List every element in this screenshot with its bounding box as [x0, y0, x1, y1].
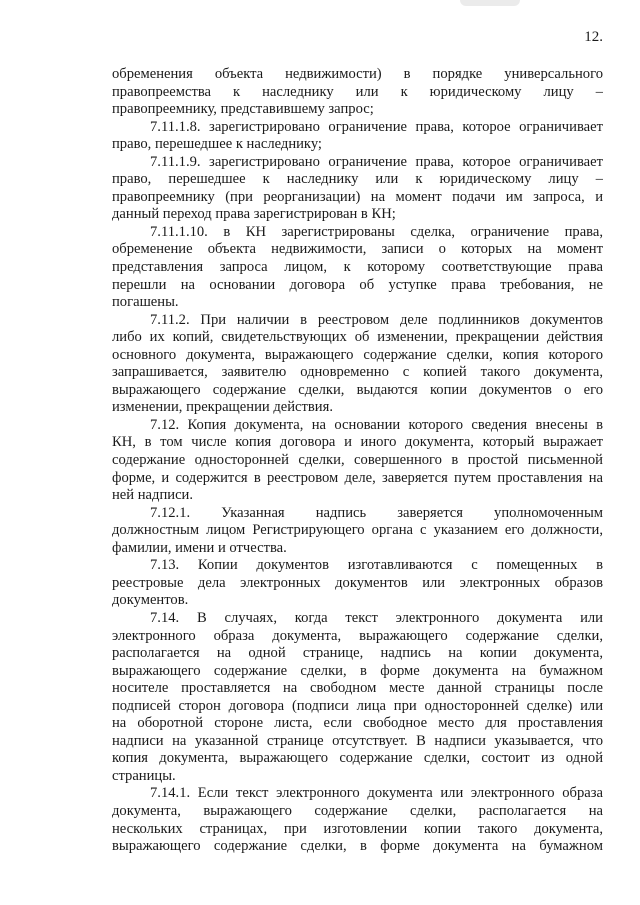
document-body	[112, 66, 603, 856]
text-line: должностным лицом Регистрирующего органа с указанием его должности,	[112, 522, 603, 539]
text-line: 7.12. Копия документа, на основании которого сведения внесены в	[150, 416, 603, 433]
text-line: реестровые дела электронных документов или электронных образов	[112, 574, 603, 591]
text-line: правопреемнику, представившему запрос;	[112, 101, 374, 118]
text-line: запрашивается, заявителю одновременно с копией такого документа,	[112, 364, 603, 381]
text-line: 7.12.1. Указанная надпись заверяется уполномоченным	[150, 504, 603, 521]
text-line: погашены.	[112, 294, 179, 311]
text-line: 7.11.2. При наличии в реестровом деле подлинников документов	[150, 311, 603, 328]
text-line: документов.	[112, 592, 189, 609]
paragraph	[112, 610, 603, 785]
text-line: форме, и содержится в реестровом деле, заверяется путем проставления на	[112, 469, 603, 486]
text-line: выражающего содержание сделки, в форме документа на бумажном	[112, 662, 603, 679]
text-line: 7.11.1.10. в КН зарегистрированы сделка, ограничение права,	[150, 223, 603, 240]
text-line: право, перешедшее к наследнику;	[112, 136, 322, 153]
text-line: нескольких страницах, при изготовлении копии такого документа,	[112, 820, 603, 837]
text-line: копия документа, выражающего содержание сделки, состоит из одной	[112, 750, 603, 767]
text-line: обременение объекта недвижимости, записи о которых на момент	[112, 241, 603, 258]
text-line: располагается на одной странице, надпись на копии документа,	[112, 645, 603, 662]
text-line: 7.14. В случаях, когда текст электронного документа или	[150, 609, 603, 626]
paragraph	[112, 505, 603, 558]
text-line: 7.11.1.9. зарегистрировано ограничение права, которое ограничивает	[150, 153, 603, 170]
scan-artifact	[460, 0, 520, 6]
paragraph	[112, 785, 603, 855]
text-line: перешли на основании договора об уступке права требования, не	[112, 276, 603, 293]
text-line: либо их копий, свидетельствующих об изменении, прекращении действия	[112, 329, 603, 346]
paragraph	[112, 119, 603, 154]
text-line: представления запроса лицом, к которому соответствующие права	[112, 259, 603, 276]
text-line: правопреемства к наследнику или к юридическому лицу –	[112, 83, 603, 100]
text-line: документа, выражающего содержание сделки, располагается на	[112, 802, 603, 819]
text-line: электронного образа документа, выражающего содержание сделки,	[112, 627, 603, 644]
paragraph	[112, 224, 603, 312]
text-line: выражающего содержание сделки, в форме документа на бумажном	[112, 838, 603, 855]
text-line: содержание односторонней сделки, совершенного в простой письменной	[112, 452, 603, 469]
text-line: 7.13. Копии документов изготавливаются с помещенных в	[150, 557, 603, 574]
text-line: на оборотной стороне листа, если свободное место для проставления	[112, 715, 603, 732]
text-line: КН, в том числе копия договора и иного документа, который выражает	[112, 434, 603, 451]
text-line: изменении, прекращении действия.	[112, 399, 333, 416]
text-line: надписи на указанной странице отсутствует. В надписи указывается, что	[112, 732, 603, 749]
paragraph	[112, 312, 603, 417]
paragraph	[112, 154, 603, 224]
text-line: правопреемнику (при реорганизации) на момент подачи им запроса, и	[112, 188, 603, 205]
paragraph	[112, 417, 603, 505]
text-line: подписей сторон договора (подписи лица при односторонней сделке) или	[112, 697, 603, 714]
text-line: 7.14.1. Если текст электронного документа или электронного образа	[150, 785, 603, 802]
page-number: 12.	[584, 29, 603, 45]
text-line: носителе проставляется на свободном месте данной страницы после	[112, 680, 603, 697]
paragraph	[112, 66, 603, 119]
text-line: обременения объекта недвижимости) в порядке универсального	[112, 66, 603, 82]
text-line: основного документа, выражающего содержание сделки, копия которого	[112, 346, 603, 363]
text-line: страницы.	[112, 767, 176, 784]
text-line: ней надписи.	[112, 487, 194, 504]
text-line: данный переход права зарегистрирован в КН;	[112, 206, 396, 223]
paragraph	[112, 557, 603, 610]
text-line: выражающего содержание сделки, выдаются копии документов о его	[112, 381, 603, 398]
text-line: фамилии, имени и отчества.	[112, 539, 287, 556]
text-line: 7.11.1.8. зарегистрировано ограничение права, которое ограничивает	[150, 118, 603, 135]
text-line: право, перешедшее к наследнику или к юридическому лицу –	[112, 171, 603, 188]
